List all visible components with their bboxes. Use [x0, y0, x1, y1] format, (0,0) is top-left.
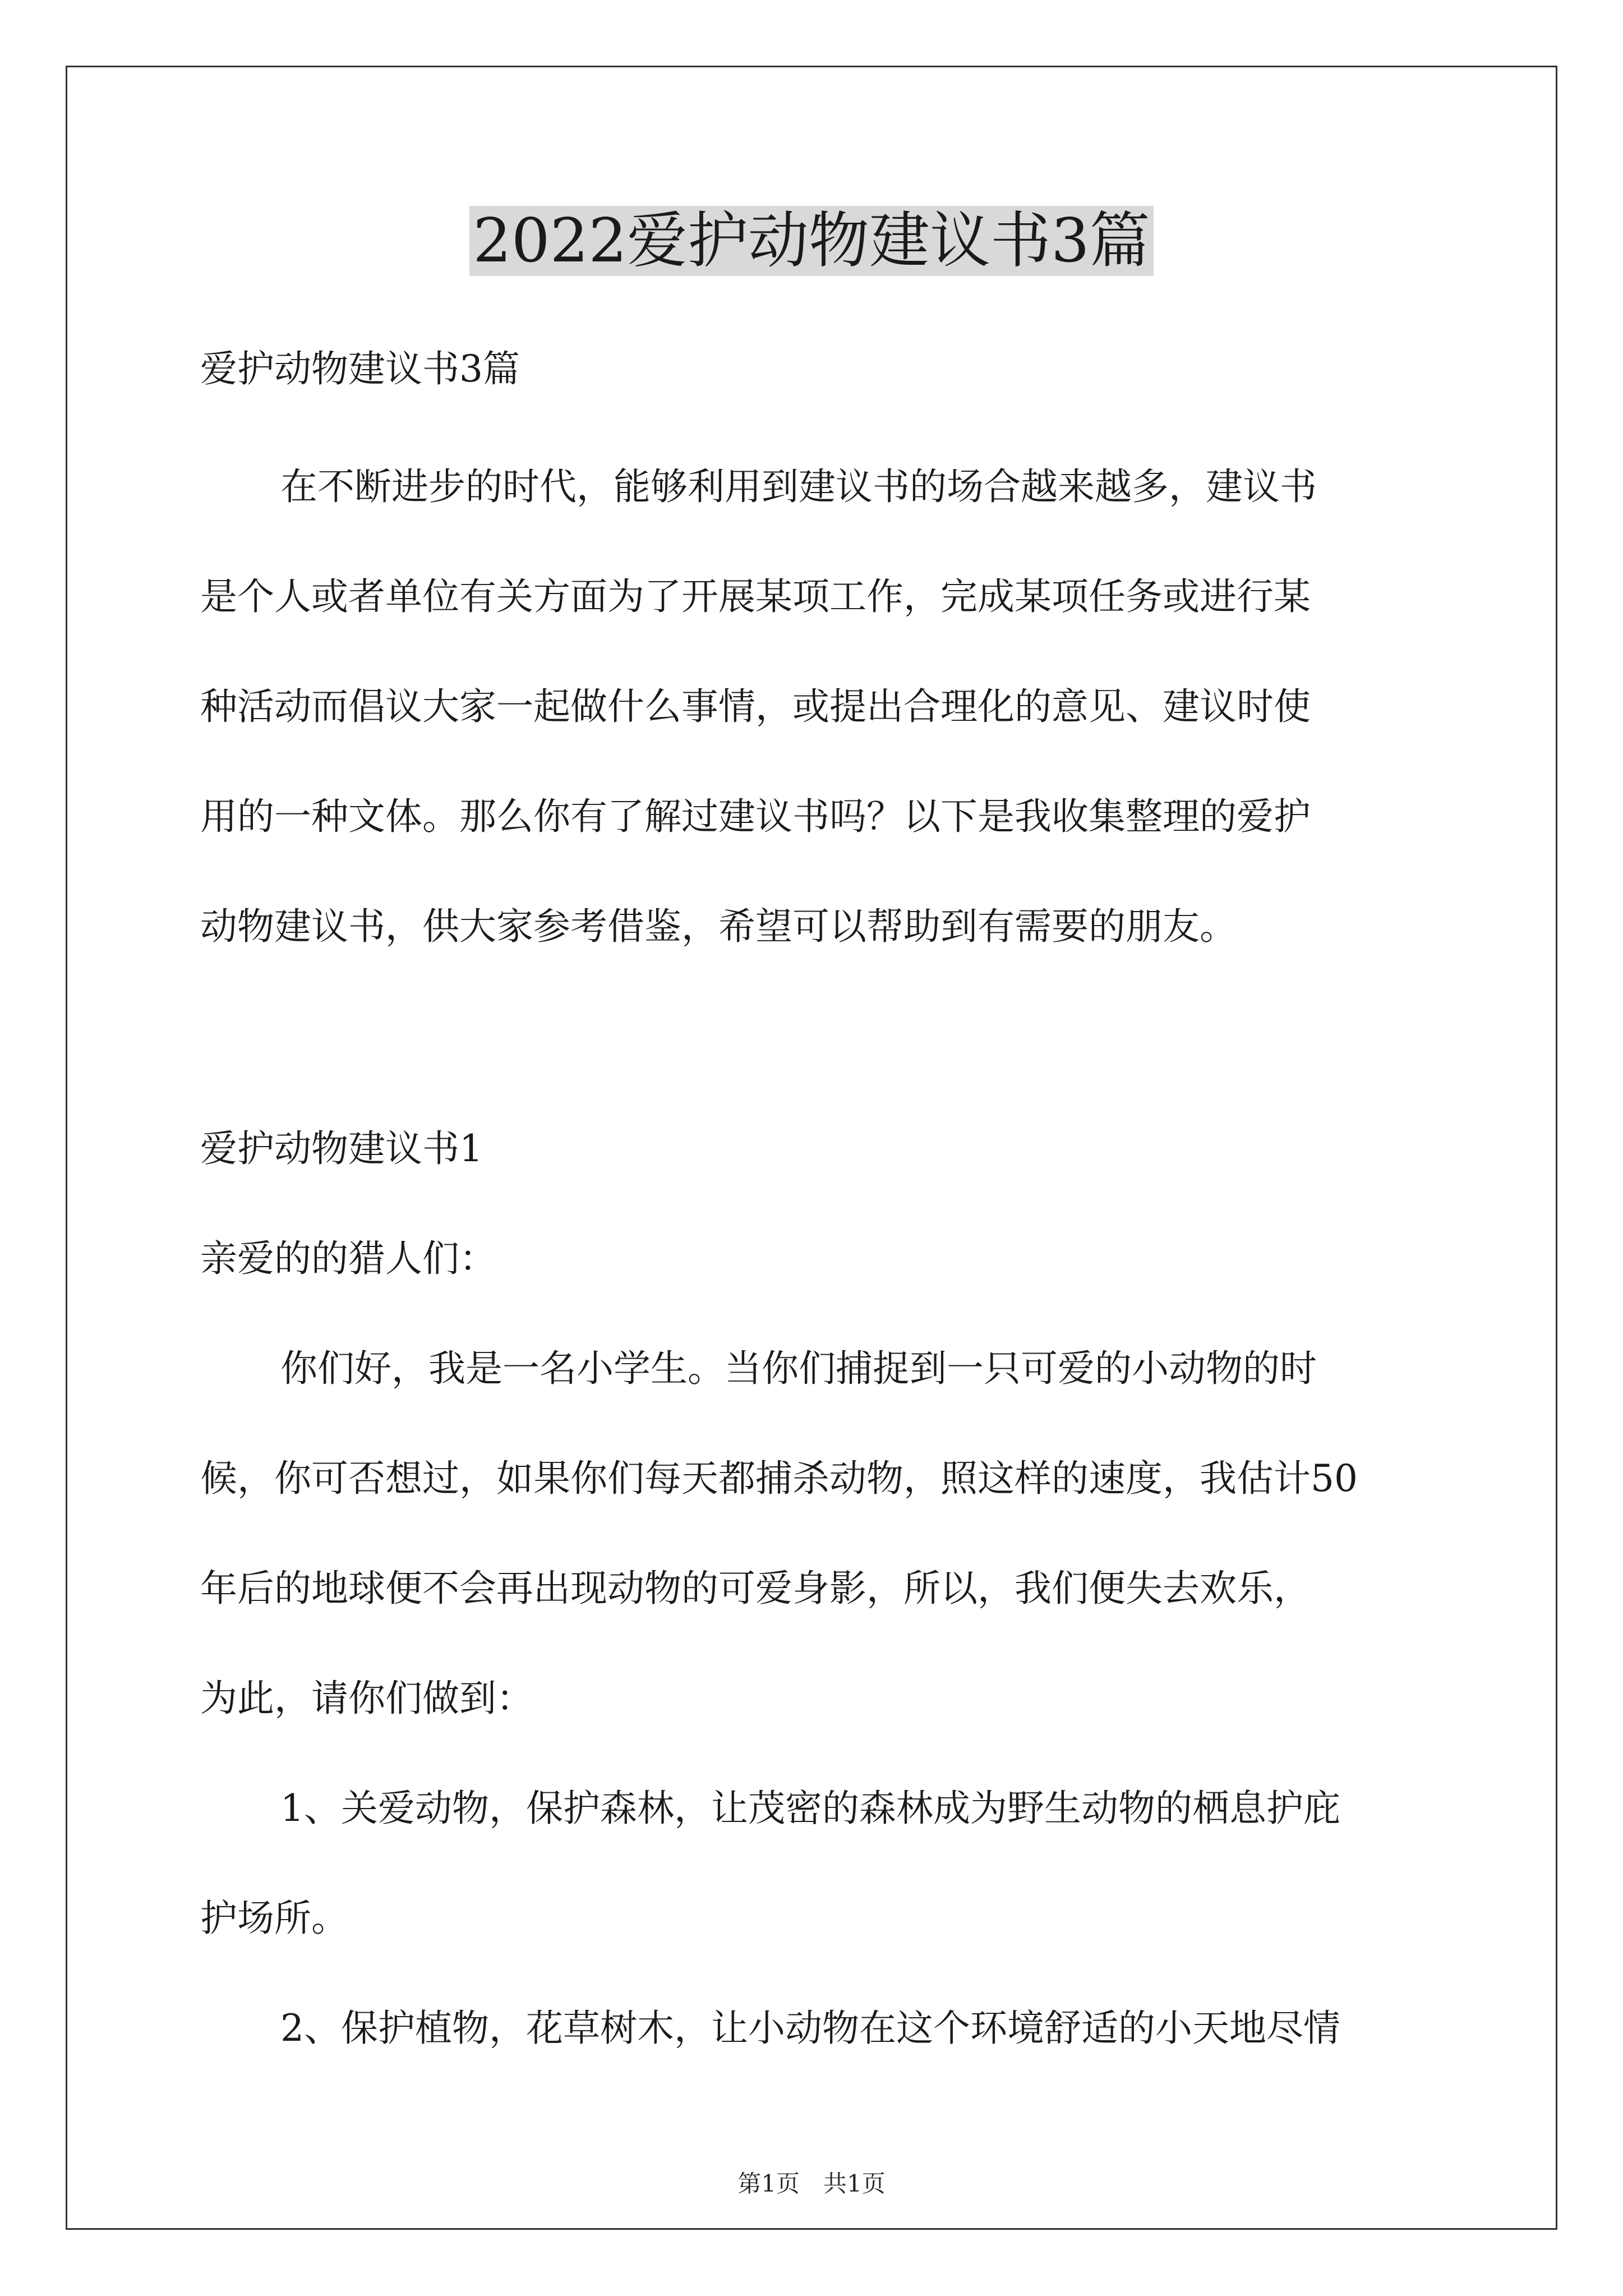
intro-line: 动物建议书，供大家参考借鉴，希望可以帮助到有需要的朋友。	[200, 905, 1237, 948]
body-line: 你们好，我是一名小学生。当你们捕捉到一只可爱的小动物的时	[280, 1347, 1317, 1390]
page-footer: 第1页 共1页	[737, 2170, 886, 2197]
document-subtitle: 爱护动物建议书3篇	[200, 347, 520, 390]
salutation: 亲爱的的猎人们：	[200, 1237, 496, 1280]
body-line: 为此，请你们做到：	[200, 1677, 533, 1720]
body-line: 候，你可否想过，如果你们每天都捕杀动物，照这样的速度，我估计50	[200, 1457, 1358, 1500]
intro-line: 是个人或者单位有关方面为了开展某项工作，完成某项任务或进行某	[200, 575, 1311, 618]
list-item-line: 1、关爱动物，保护森林，让茂密的森林成为野生动物的栖息护庇	[280, 1787, 1340, 1830]
section-heading: 爱护动物建议书1	[200, 1127, 483, 1170]
list-item-line: 护场所。	[200, 1897, 348, 1940]
document-title: 2022爱护动物建议书3篇	[0, 202, 1623, 280]
intro-line: 用的一种文体。那么你有了解过建议书吗？以下是我收集整理的爱护	[200, 795, 1311, 838]
body-line: 年后的地球便不会再出现动物的可爱身影，所以，我们便失去欢乐，	[200, 1567, 1311, 1610]
intro-line: 在不断进步的时代，能够利用到建议书的场合越来越多，建议书	[280, 465, 1317, 508]
list-item-line: 2、保护植物，花草树木，让小动物在这个环境舒适的小天地尽情	[280, 2007, 1340, 2050]
intro-line: 种活动而倡议大家一起做什么事情，或提出合理化的意见、建议时使	[200, 685, 1311, 728]
